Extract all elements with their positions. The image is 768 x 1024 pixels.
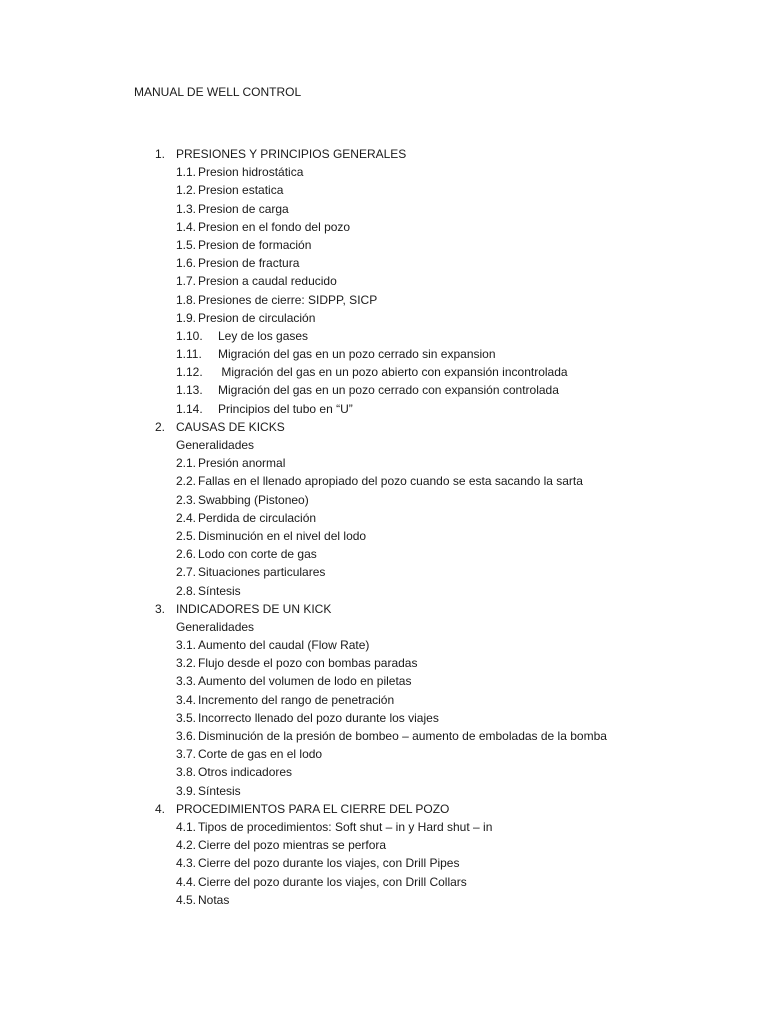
- section-label: INDICADORES DE UN KICK: [176, 601, 332, 616]
- list-item: [0, 745, 768, 763]
- item-label: Cierre del pozo mientras se perfora: [198, 838, 387, 853]
- item-label: Síntesis: [198, 783, 241, 798]
- item-label: Swabbing (Pistoneo): [198, 492, 309, 507]
- section-number: 1.: [155, 147, 166, 161]
- item-number: 1.12.: [176, 365, 203, 380]
- item-number: 2.5.: [176, 528, 197, 543]
- item-label: Migración del gas en un pozo abierto con expansión incontrolada: [218, 365, 568, 380]
- list-item: [0, 654, 768, 672]
- item-number: 3.3.: [176, 674, 197, 689]
- list-item: [0, 181, 768, 199]
- item-number: 1.2.: [176, 183, 197, 198]
- item-number: 3.4.: [176, 692, 197, 707]
- item-number: 1.1.: [176, 165, 197, 180]
- item-number: 1.8.: [176, 292, 197, 307]
- item-label: Presiones de cierre: SIDPP, SICP: [198, 292, 378, 307]
- item-number: 1.13.: [176, 383, 203, 398]
- section-heading: [0, 600, 768, 618]
- section-intro: [0, 618, 768, 636]
- item-label: Aumento del caudal (Flow Rate): [198, 638, 370, 653]
- item-number: 1.10.: [176, 328, 203, 343]
- item-label: Notas: [198, 892, 230, 907]
- list-item: [0, 763, 768, 781]
- item-label: Perdida de circulación: [198, 510, 317, 525]
- item-number: 3.7.: [176, 747, 197, 762]
- item-label: Fallas en el llenado apropiado del pozo cuando se esta sacando la sarta: [198, 474, 583, 489]
- item-label: Situaciones particulares: [198, 565, 326, 580]
- item-label: Presion de carga: [198, 201, 289, 216]
- item-label: Incremento del rango de penetración: [198, 692, 395, 707]
- list-item: [0, 309, 768, 327]
- item-label: Tipos de procedimientos: Soft shut – in y Hard shut – in: [198, 819, 493, 834]
- section-intro: [0, 436, 768, 454]
- item-number: 1.11.: [176, 347, 202, 362]
- list-item: [0, 272, 768, 290]
- section-number: 2.: [155, 419, 166, 434]
- item-label: Ley de los gases: [218, 328, 309, 343]
- item-label: Incorrecto llenado del pozo durante los viajes: [198, 710, 439, 725]
- item-number: 2.8.: [176, 583, 197, 598]
- item-label: Aumento del volumen de lodo en piletas: [198, 674, 412, 689]
- list-item: [0, 291, 768, 309]
- list-item: [0, 218, 768, 236]
- item-number: 2.1.: [176, 456, 197, 471]
- section-label: PROCEDIMIENTOS PARA EL CIERRE DEL POZO: [176, 801, 450, 816]
- list-item: [0, 818, 768, 836]
- list-item: [0, 254, 768, 272]
- section-intro-label: Generalidades: [176, 619, 255, 634]
- item-number: 1.7.: [176, 274, 197, 289]
- list-item: [0, 782, 768, 800]
- section-number: 3.: [155, 601, 166, 616]
- item-number: 1.5.: [176, 237, 197, 252]
- list-item: [0, 491, 768, 509]
- list-item: [0, 327, 768, 345]
- list-item: [0, 236, 768, 254]
- list-item: [0, 873, 768, 891]
- item-label: Presion hidrostática: [198, 165, 304, 180]
- list-item: [0, 400, 768, 418]
- item-label: Presion estatica: [198, 183, 284, 198]
- item-label: Presion de formación: [198, 237, 312, 252]
- list-item: [0, 472, 768, 490]
- list-item: [0, 854, 768, 872]
- item-number: 3.5.: [176, 710, 197, 725]
- item-label: Cierre del pozo durante los viajes, con Drill Collars: [198, 874, 467, 889]
- item-number: 4.3.: [176, 856, 197, 871]
- list-item: [0, 709, 768, 727]
- item-label: Otros indicadores: [198, 765, 293, 780]
- item-number: 4.1.: [176, 819, 197, 834]
- item-number: 3.6.: [176, 729, 197, 743]
- section-heading: [0, 418, 768, 436]
- item-number: 4.5.: [176, 892, 197, 907]
- list-item: [0, 891, 768, 909]
- item-label: Presión anormal: [198, 456, 286, 471]
- item-number: 2.4.: [176, 510, 197, 525]
- item-label: Presion a caudal reducido: [198, 274, 337, 289]
- item-number: 2.6.: [176, 547, 197, 562]
- section-heading: [0, 145, 768, 163]
- item-label: Migración del gas en un pozo cerrado sin expansion: [218, 347, 496, 362]
- item-label: Presion en el fondo del pozo: [198, 219, 351, 234]
- item-number: 1.3.: [176, 201, 197, 216]
- item-number: 3.9.: [176, 783, 197, 798]
- list-item: [0, 454, 768, 472]
- item-label: Lodo con corte de gas: [198, 547, 317, 562]
- item-label: Disminución de la presión de bombeo – aumento de emboladas de la bomba: [198, 729, 607, 743]
- item-label: Presion de circulación: [198, 310, 316, 325]
- list-item: [0, 527, 768, 545]
- section-heading: [0, 800, 768, 818]
- item-number: 1.9.: [176, 310, 197, 325]
- item-number: 1.6.: [176, 256, 197, 271]
- list-item: [0, 672, 768, 690]
- list-item: [0, 363, 768, 381]
- list-item: [0, 545, 768, 563]
- list-item: [0, 563, 768, 581]
- item-number: 2.2.: [176, 474, 197, 489]
- item-number: 3.2.: [176, 656, 197, 671]
- item-label: Migración del gas en un pozo cerrado con expansión controlada: [218, 383, 559, 398]
- item-label: Corte de gas en el lodo: [198, 747, 323, 762]
- item-label: Flujo desde el pozo con bombas paradas: [198, 656, 418, 671]
- list-item: [0, 345, 768, 363]
- item-number: 1.4.: [176, 219, 197, 234]
- item-label: Presion de fractura: [198, 256, 300, 271]
- section-label: PRESIONES Y PRINCIPIOS GENERALES: [176, 147, 407, 161]
- item-label: Síntesis: [198, 583, 241, 598]
- item-number: 2.3.: [176, 492, 197, 507]
- list-item: [0, 691, 768, 709]
- list-item: [0, 163, 768, 181]
- section-intro-label: Generalidades: [176, 438, 255, 452]
- item-label: Principios del tubo en “U”: [218, 401, 353, 416]
- item-label: Disminución en el nivel del lodo: [198, 528, 367, 543]
- item-number: 1.14.: [176, 401, 203, 416]
- list-item: [0, 836, 768, 854]
- document-title: MANUAL DE WELL CONTROL: [134, 85, 302, 99]
- item-number: 2.7.: [176, 565, 197, 580]
- item-number: 4.2.: [176, 838, 197, 853]
- section-label: CAUSAS DE KICKS: [176, 419, 285, 434]
- table-of-contents: [0, 145, 768, 909]
- list-item: [0, 582, 768, 600]
- section-number: 4.: [155, 801, 166, 816]
- list-item: [0, 636, 768, 654]
- list-item: [0, 381, 768, 399]
- item-number: 3.1.: [176, 638, 197, 653]
- item-number: 3.8.: [176, 765, 197, 780]
- item-label: Cierre del pozo durante los viajes, con Drill Pipes: [198, 856, 460, 871]
- list-item: [0, 727, 768, 745]
- item-number: 4.4.: [176, 874, 197, 889]
- list-item: [0, 200, 768, 218]
- list-item: [0, 509, 768, 527]
